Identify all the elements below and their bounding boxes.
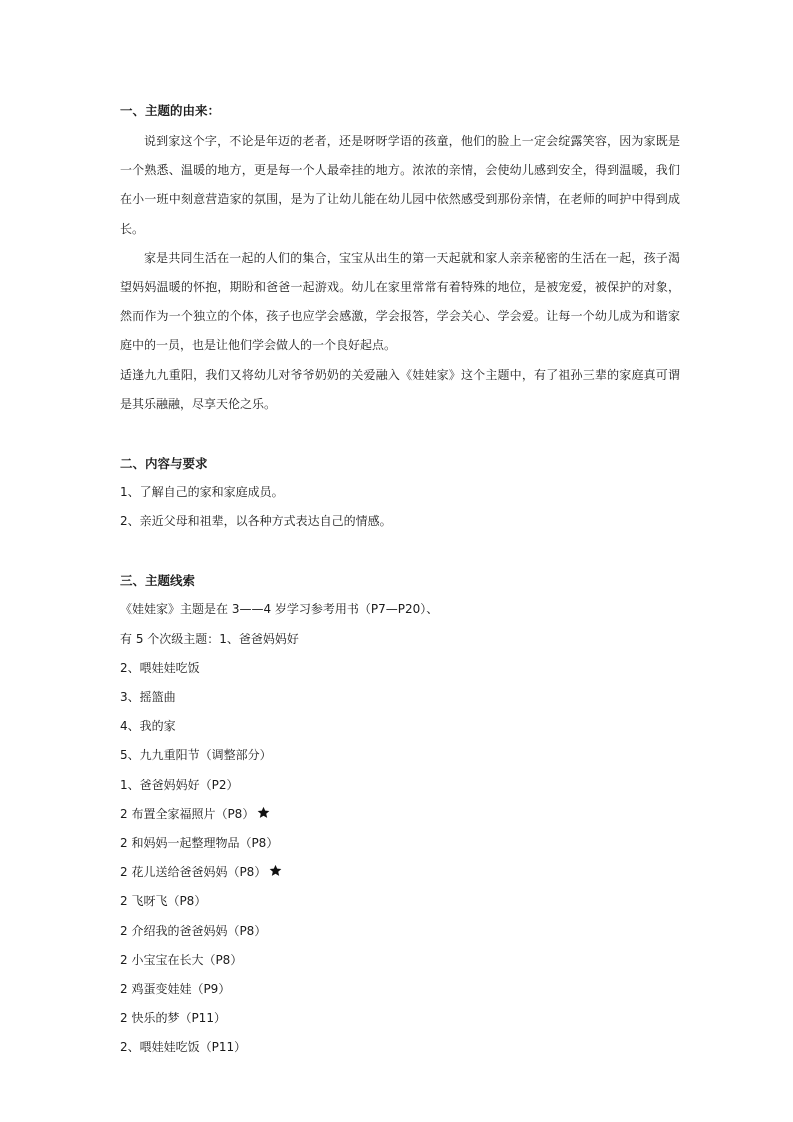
star-icon [257, 806, 270, 819]
clue-line: 2 小宝宝在长大（P8） [120, 952, 243, 967]
clue-line-starred [120, 800, 680, 829]
content-item-2: 2、亲近父母和祖辈，以各种方式表达自己的情感。 [120, 514, 392, 529]
clue-line: 有 5 个次级主题：1、爸爸妈妈好 [120, 631, 299, 646]
clue-line: 2、喂娃娃吃饭 [120, 660, 200, 675]
section-heading-content: 二、内容与要求 [120, 456, 208, 472]
origin-paragraph-1: 说到家这个字，不论是年迈的老者，还是呀呀学语的孩童，他们的脸上一定会绽露笑容，因为家既是一个熟悉、温暖的地方，更是每一个人最牵挂的地方。浓浓的亲情，会使幼儿感到安全，得到温暖，我们在小一班中刻意营造家的氛围，是为了让幼儿能在幼儿园中依然感受到那份亲情，在老师的呵护中得到成长。 [120, 134, 680, 236]
clue-line: 《娃娃家》主题是在 3——4 岁学习参考用书（P7—P20）、 [120, 602, 439, 617]
clue-line: 2 鸡蛋变娃娃（P9） [120, 982, 231, 997]
section-heading-origin: 一、主题的由来： [120, 103, 221, 118]
origin-paragraph-3: 适逢九九重阳，我们又将幼儿对爷爷奶奶的关爱融入《娃娃家》这个主题中，有了祖孙三辈的家庭真可谓是其乐融融，尽享天伦之乐。 [120, 367, 680, 411]
content-item-1: 1、了解自己的家和家庭成员。 [120, 485, 284, 500]
clue-line-starred [120, 858, 680, 887]
star-icon [269, 864, 282, 877]
clue-line-text: 2 花儿送给爸爸妈妈（P8） [120, 865, 267, 880]
clue-line: 2 和妈妈一起整理物品（P8） [120, 836, 279, 851]
origin-paragraph-2: 家是共同生活在一起的人们的集合，宝宝从出生的第一天起就和家人亲亲秘密的生活在一起，孩子渴望妈妈温暖的怀抱，期盼和爸爸一起游戏。幼儿在家里常常有着特殊的地位，是被宠爱，被保护的对象，然而作为一个独立的个体，孩子也应学会感激，学会报答，学会关心、学会爱。让每一个幼儿成为和谐家庭中的一员，也是让他们学会做人的一个良好起点。 [120, 250, 680, 353]
clue-line-text: 2 布置全家福照片（P8） [120, 806, 255, 821]
clue-line: 2 飞呀飞（P8） [120, 894, 207, 909]
clue-line: 1、爸爸妈妈好（P2） [120, 777, 239, 792]
clue-line: 2 快乐的梦（P11） [120, 1011, 226, 1026]
clue-line: 2、喂娃娃吃饭（P11） [120, 1040, 247, 1055]
clue-line: 3、摇篮曲 [120, 690, 176, 705]
section-heading-clues: 三、主题线索 [120, 573, 196, 589]
clue-line: 2 介绍我的爸爸妈妈（P8） [120, 923, 267, 938]
clue-line: 5、九九重阳节（调整部分） [120, 748, 272, 763]
document-page [120, 103, 680, 1063]
clue-line: 4、我的家 [120, 719, 176, 734]
